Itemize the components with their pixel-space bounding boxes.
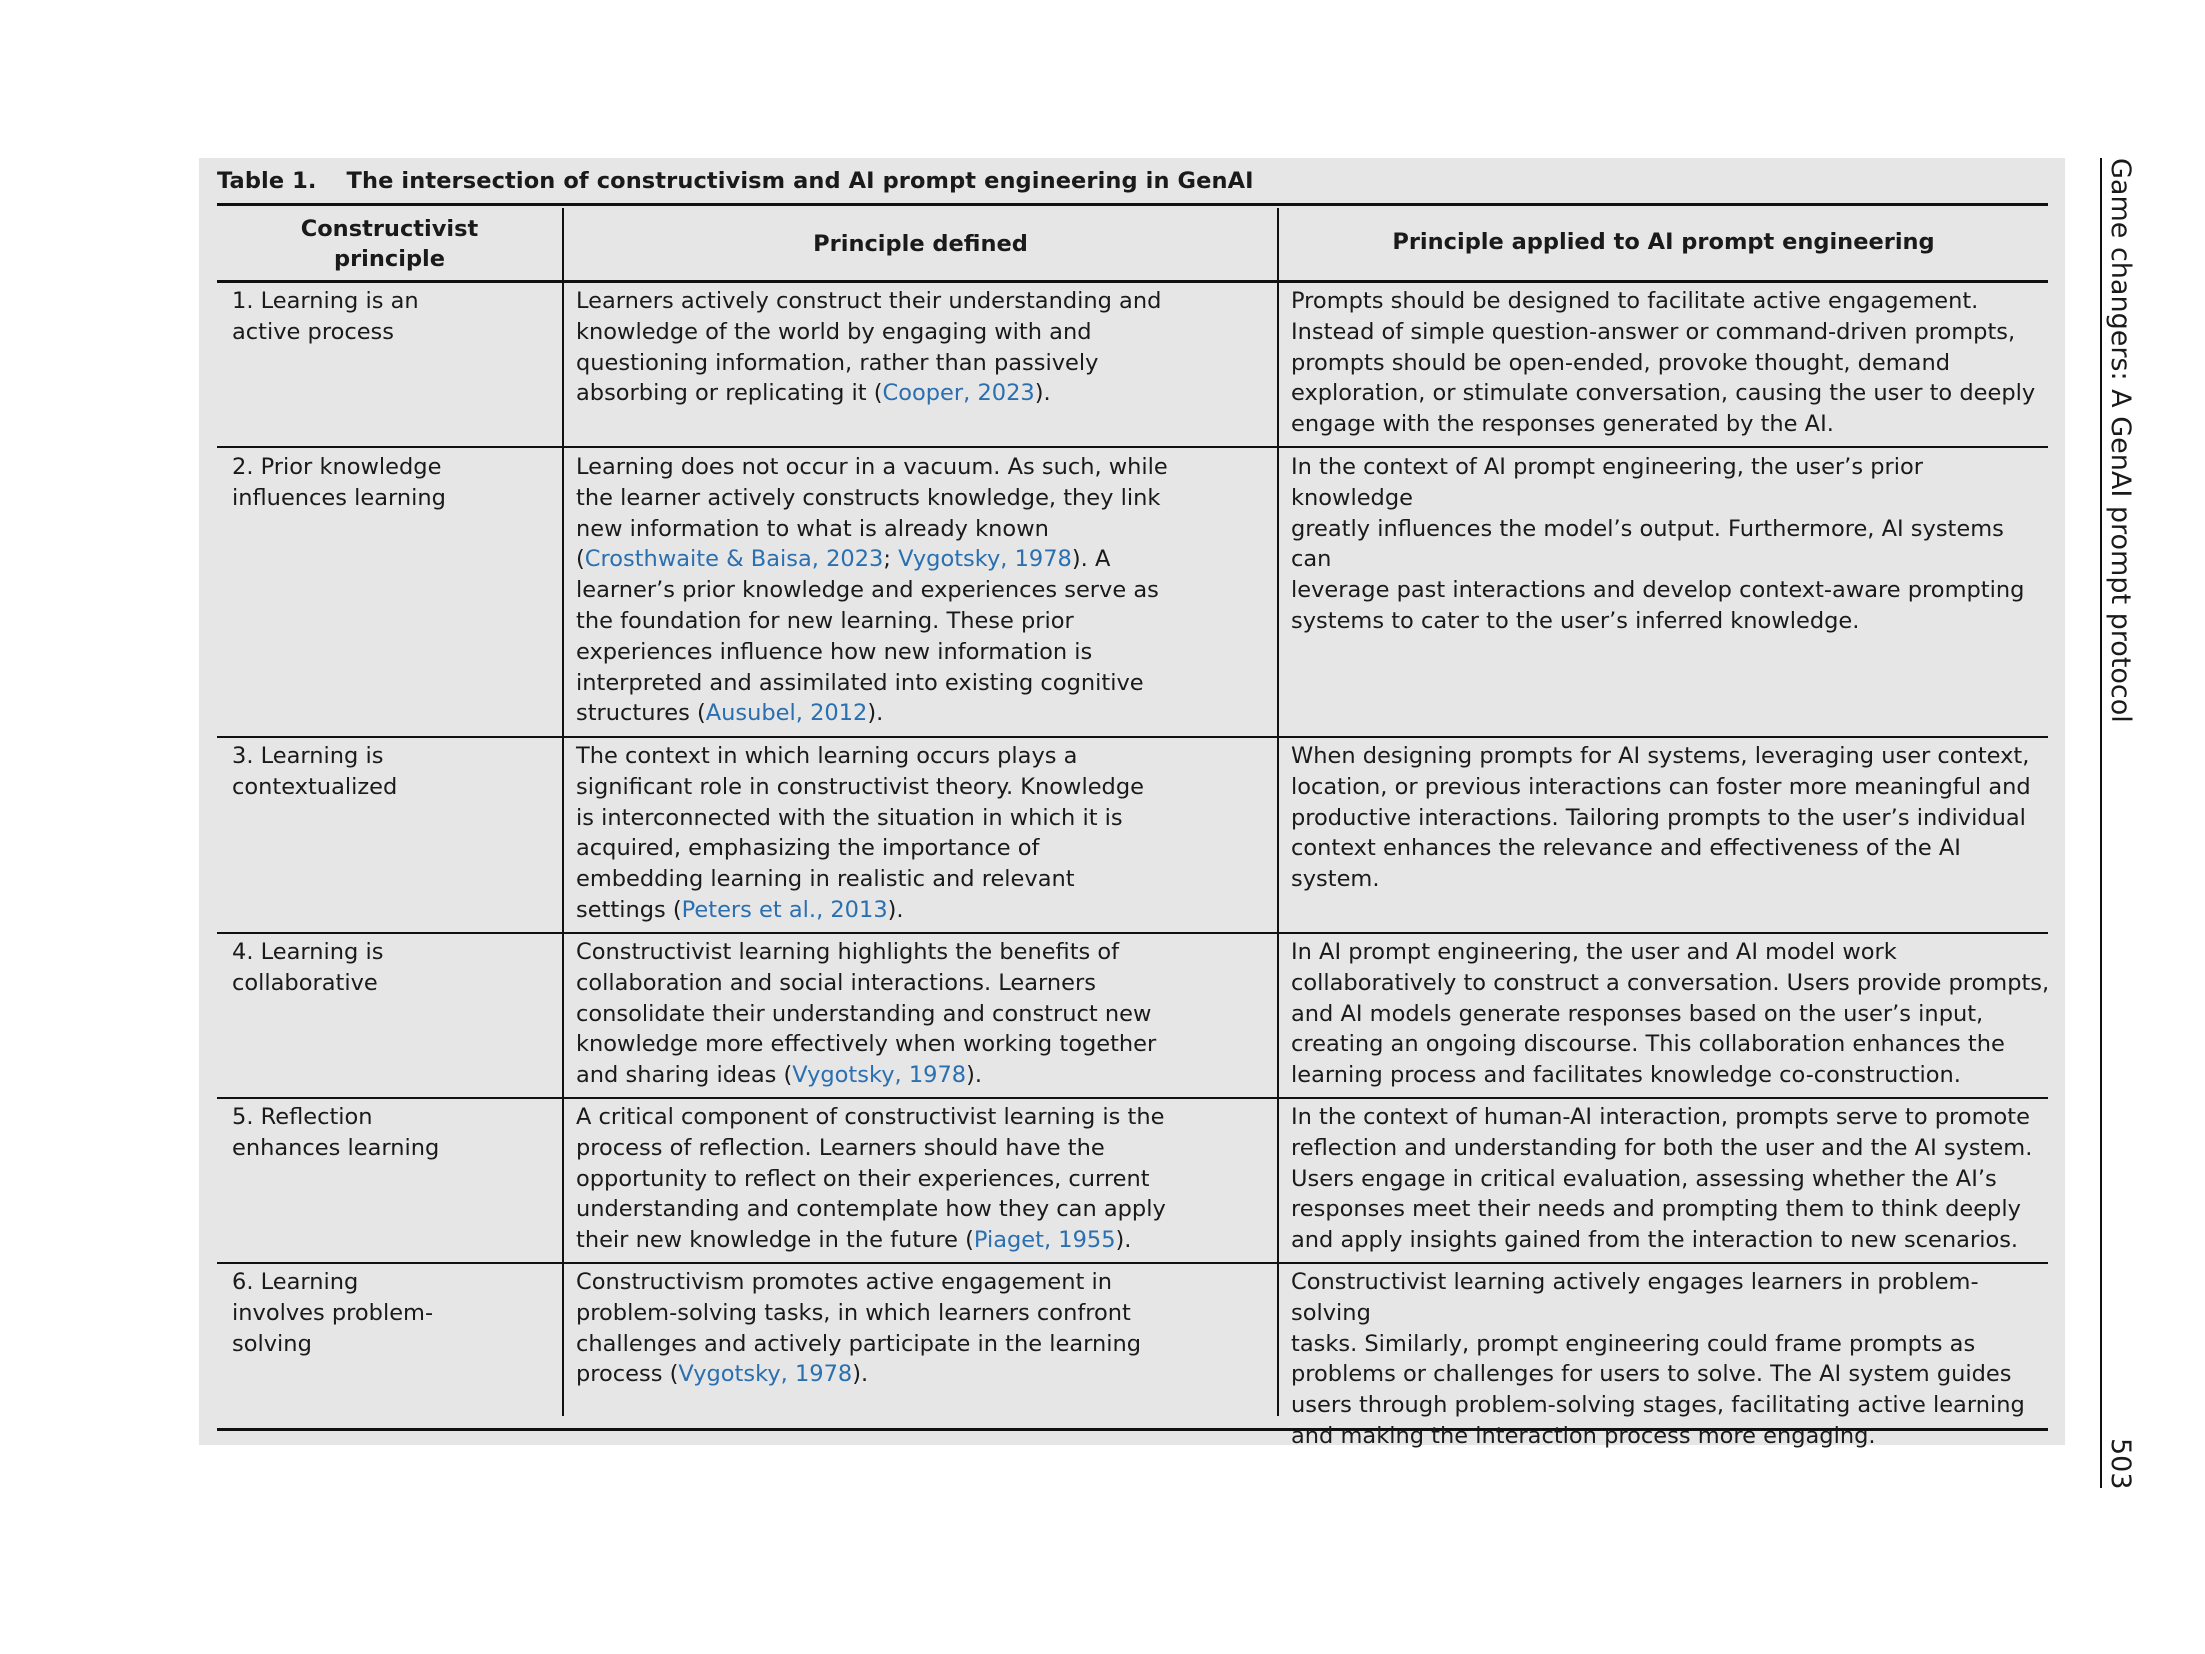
top-rule: [217, 203, 2048, 206]
row-4-applied: In AI prompt engineering, the user and AI model work collaboratively to construct a conversation. Users provide prompts, and AI models generate responses based on the user’s input, creating an ongoing discourse. This collaboration enhances the learning process and facilitates knowledge co-construction.: [1291, 939, 2050, 1089]
row-6-principle: 6. Learning involves problem- solving: [232, 1269, 434, 1357]
row-2-applied: In the context of AI prompt engineering, the user’s prior knowledge greatly influences the model’s output. Furthermore, AI systems can leverage past interactions and develop context-aware prompting systems to cater to the user’s inferred knowledge.: [1291, 454, 2025, 634]
table-container: [199, 158, 2065, 1449]
row-3-applied: When designing prompts for AI systems, leveraging user context, location, or previous interactions can foster more meaningful and productive interactions. Tailoring prompts to the user’s individual context enhances the relevance and effectiveness of the AI system.: [1291, 743, 2031, 893]
table-caption-text: The intersection of constructivism and AI prompt engineering in GenAI: [346, 168, 1254, 194]
row-4-defined: [576, 937, 1266, 1091]
citation-link[interactable]: Piaget, 1955: [973, 1227, 1116, 1254]
column-divider: [1277, 208, 1279, 1416]
page-number-text: 503: [2105, 1438, 2136, 1490]
row-divider: [217, 1262, 2048, 1264]
row-6-applied: Constructivist learning actively engages learners in problem-solving tasks. Similarly, prompt engineering could frame prompts as problems or challenges for users to solve. The AI system guides users through problem-solving stages, facilitating active learning and making the interaction process more engaging.: [1291, 1269, 2025, 1449]
row-5-applied: In the context of human-AI interaction, prompts serve to promote reflection and understanding for both the user and the AI system. Users engage in critical evaluation, assessing whether the AI’s responses meet their needs and prompting them to think deeply and apply insights gained from the interaction to new scenarios.: [1291, 1104, 2033, 1254]
cell-text: ).: [887, 896, 904, 923]
citation-link[interactable]: Vygotsky, 1978: [678, 1361, 853, 1388]
table-caption: [217, 168, 1254, 194]
cell-text: Constructivism promotes active engagement in problem-solving tasks, in which learners confront challenges and actively participate in the learning process (: [576, 1269, 1142, 1388]
row-1-applied: Prompts should be designed to facilitate active engagement. Instead of simple question-answer or command-driven prompts, prompts should be open-ended, provoke thought, demand exploration, or stimulate conversation, causing the user to deeply engage with the responses generated by the AI.: [1291, 288, 2036, 438]
column-divider: [562, 208, 564, 1416]
row-3-principle: 3. Learning is contextualized: [232, 743, 398, 800]
header-rule: [217, 280, 2048, 283]
cell-text: The context in which learning occurs plays a significant role in constructivist theory. Knowledge is interconnected with the situation in which it is acquired, emphasizing the importance of embedding learning in realistic and relevant settings (: [576, 743, 1144, 923]
citation-link[interactable]: Peters et al., 2013: [681, 896, 888, 923]
row-5-defined: [576, 1102, 1266, 1256]
row-divider: [217, 1097, 2048, 1099]
cell-text: ).: [852, 1361, 869, 1388]
cell-text: ).: [966, 1062, 983, 1089]
cell-text: A critical component of constructivist learning is the process of reflection. Learners should have the opportunity to reflect on their experiences, current understanding and contemplate how they can apply their new knowledge in the future (: [576, 1104, 1166, 1254]
page-number: [2104, 1438, 2144, 1488]
row-1-principle: 1. Learning is an active process: [232, 288, 419, 345]
row-4-principle: 4. Learning is collaborative: [232, 939, 384, 996]
row-2-defined: [576, 452, 1266, 729]
citation-link[interactable]: Vygotsky, 1978: [898, 546, 1072, 573]
row-2-principle: 2. Prior knowledge influences learning: [232, 454, 446, 511]
running-title-text: Game changers: A GenAI prompt protocol: [2105, 158, 2136, 723]
cell-text: ).: [1034, 380, 1051, 407]
header-principle: Constructivist principle: [300, 216, 479, 272]
cell-text: ). A learner’s prior knowledge and experiences serve as the foundation for new learning. These prior experiences influence how new information is interpreted and assimilated into existing cognitive structures (: [576, 546, 1159, 727]
cell-text: Learners actively construct their understanding and knowledge of the world by engaging with and questioning information, rather than passively absorbing or replicating it (: [576, 288, 1162, 407]
citation-link[interactable]: Ausubel, 2012: [705, 700, 868, 727]
citation-link[interactable]: Vygotsky, 1978: [792, 1062, 967, 1089]
citation-link[interactable]: Cooper, 2023: [882, 380, 1035, 407]
row-divider: [217, 736, 2048, 738]
row-divider: [217, 446, 2048, 448]
row-divider: [217, 932, 2048, 934]
header-defined: Principle defined: [813, 231, 1028, 257]
cell-text: ;: [883, 546, 899, 573]
cell-text: ).: [867, 700, 884, 727]
row-3-defined: [576, 741, 1266, 926]
running-head-rule: [2100, 158, 2102, 1488]
cell-text: ).: [1115, 1227, 1132, 1254]
table-caption-number: Table 1.: [217, 168, 317, 194]
running-title: [2104, 158, 2144, 723]
header-applied: Principle applied to AI prompt engineering: [1392, 229, 1935, 255]
row-6-defined: [576, 1267, 1266, 1390]
cell-text: Learning does not occur in a vacuum. As such, while the learner actively constructs knowledge, they link new information to what is already known (: [576, 454, 1168, 573]
row-1-defined: [576, 286, 1266, 409]
row-5-principle: 5. Reflection enhances learning: [232, 1104, 440, 1161]
cell-text: Constructivist learning highlights the benefits of collaboration and social interactions. Learners consolidate their understanding and construct new knowledge more effectively when working together and sharing ideas (: [576, 939, 1157, 1089]
citation-link[interactable]: Crosthwaite & Baisa, 2023: [584, 546, 884, 573]
